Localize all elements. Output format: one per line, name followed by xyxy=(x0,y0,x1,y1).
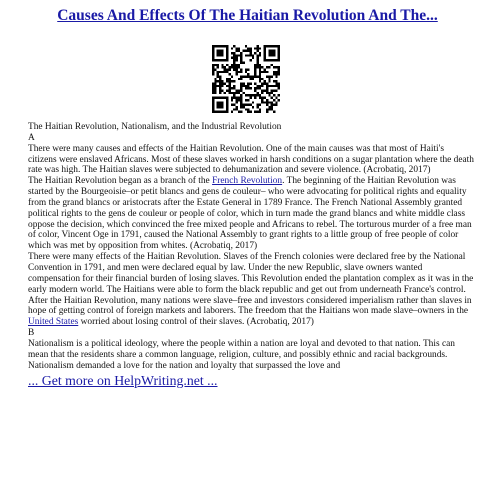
article-body xyxy=(28,122,474,371)
section-label-a: A xyxy=(28,132,35,143)
paragraph-text: . The beginning of the Haitian Revolution was started by the Bourgeoisie–or petit blancs and gens de couleur– who were advocating for political rights and equality from the grand blancs or aristocrats after the Estate General in 1789 France. The French National Assembly granted political rights to the gens de couleur or people of color, which in turn made the grand blancs and white middle class oppose the decision, which convinced the free mixed people and Africans to rebel. The torturous murder of a free man of color, Vincent Oge in 1791, caused the National Assembly to grant rights to a little group of free people of color which was met by opposition from whites. (Acrobatiq, 2017) xyxy=(28,176,472,252)
paragraph-text: The Haitian Revolution began as a branch of the xyxy=(28,176,213,187)
united-states-link[interactable]: United States xyxy=(28,317,79,328)
paragraph-beginning xyxy=(28,176,474,252)
french-revolution-link[interactable]: French Revolution xyxy=(212,176,283,187)
paragraph-nationalism: Nationalism is a political ideology, where the people within a nation are loyal and devoted to that nation. This can mean that the residents share a common language, religion, culture, and possibly ethnic and racial backgrounds. Nationalism demanded a love for the nation and loyalty that surpassed the love and xyxy=(28,338,455,371)
section-heading: The Haitian Revolution, Nationalism, and the Industrial Revolution xyxy=(28,122,282,132)
paragraph-text: worried about losing control of their slaves. (Acrobatiq, 2017) xyxy=(78,317,314,328)
qr-code-icon xyxy=(212,45,280,113)
paragraph-causes: There were many causes and effects of the Haitian Revolution. One of the main causes was that most of Haiti's citizens were enslaved Africans. Most of these slaves worked in harsh conditions on a sugar plantation where the death rate was high. The Haitian slaves were subjected to dehumanization and severe violence. (Acrobatiq, 2017) xyxy=(28,143,474,176)
page-title[interactable]: Causes And Effects Of The Haitian Revolution And The... xyxy=(57,7,438,24)
get-more-link[interactable]: ... Get more on HelpWriting.net ... xyxy=(28,373,218,388)
section-label-b: B xyxy=(28,328,35,339)
paragraph-text: There were many effects of the Haitian Revolution. Slaves of the French colonies were declared free by the National Convention in 1791, and men were declared equal by law. Under the new Republic, slave owners wanted compensation for their financial burden of losing slaves. This Revolution ended the plantation complex as it was in the early modern world. The Haitians were able to form the black republic and get out from underneath France's control. After the Haitian Revolution, many nations were slave–free and investors considered imperialism rather than slaves in hope of getting control of foreign markets and laborers. The freedom that the Haitians won made slave–owners in the xyxy=(28,252,474,317)
paragraph-effects xyxy=(28,252,474,328)
